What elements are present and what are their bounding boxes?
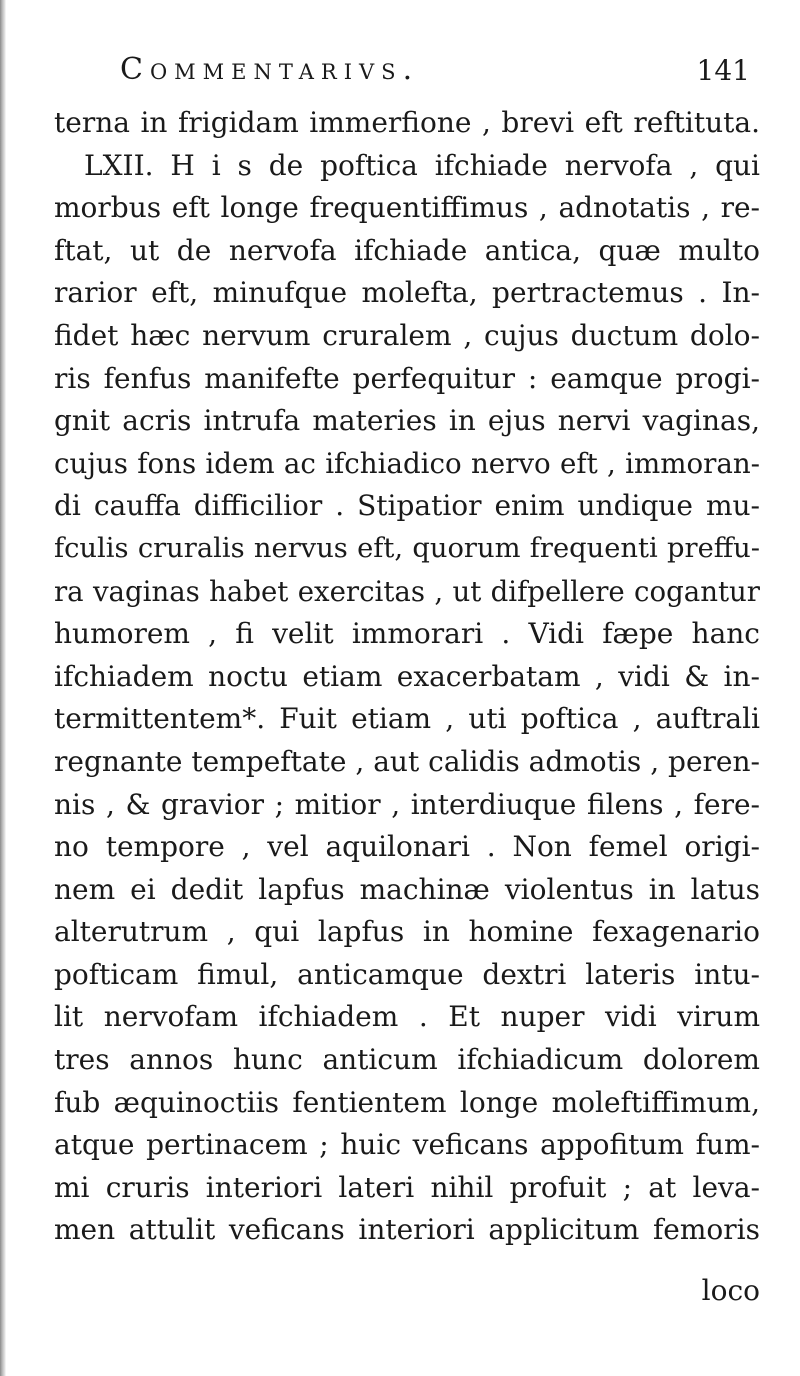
text-line: mi cruris interiori lateri nihil profuit ; at leva- <box>54 1170 760 1204</box>
text-line: terna in frigidam immerfione , brevi eft reftituta. <box>54 106 760 139</box>
text-line: tres annos hunc anticum ifchiadicum dolorem <box>54 1043 760 1077</box>
page-number: 141 <box>696 54 750 87</box>
running-head <box>120 52 750 92</box>
text-line: di cauffa difficilior . Stipatior enim undique mu- <box>54 489 760 523</box>
text-line: pofticam fimul, anticamque dextri lateris intu- <box>54 957 760 991</box>
text-line: alterutrum , qui lapfus in homine fexagenario <box>54 915 760 949</box>
text-line: termittentem*. Fuit etiam , uti poftica , auftrali <box>54 702 760 736</box>
body-text <box>54 102 760 1252</box>
text-line: ftat, ut de nervofa ifchiade antica, quæ multo <box>54 233 760 267</box>
text-line: ifchiadem noctu etiam exacerbatam , vidi & in- <box>54 659 760 693</box>
text-line: fidet hæc nervum cruralem , cujus ductum dolo- <box>54 318 760 352</box>
text-line: humorem , fi velit immorari . Vidi fæpe hanc <box>54 617 760 651</box>
running-title: Commentarivs. <box>120 52 420 87</box>
text-line: cujus fons idem ac ifchiadico nervo eft , immoran- <box>54 446 760 480</box>
text-line: no tempore , vel aquilonari . Non femel origi- <box>54 830 760 864</box>
text-line: ra vaginas habet exercitas , ut difpellere cogantur <box>54 574 760 608</box>
text-line: ris fenfus manifefte perfequitur : eamque progi- <box>54 361 760 395</box>
text-line: nem ei dedit lapfus machinæ violentus in latus <box>54 872 760 906</box>
text-line: regnante tempeftate , aut calidis admotis , peren- <box>54 744 760 778</box>
text-line: lit nervofam ifchiadem . Et nuper vidi virum <box>54 1000 760 1034</box>
text-line: fculis cruralis nervus eft, quorum frequenti preffu- <box>54 532 760 564</box>
text-line: atque pertinacem ; huic veficans appofitum fum- <box>54 1128 760 1162</box>
text-line: fub æquinoctiis fentientem longe moleftiffimum, <box>54 1085 760 1119</box>
text-line: men attulit veficans interiori applicitum femoris <box>54 1213 760 1247</box>
catchword: loco <box>701 1274 760 1307</box>
page-gutter-shadow <box>0 0 6 1376</box>
text-line: nis , & gravior ; mitior , interdiuque filens , fere- <box>54 787 760 821</box>
text-line: gnit acris intrufa materies in ejus nervi vaginas, <box>54 404 760 438</box>
text-line: rarior eft, minufque molefta, pertractemus . In- <box>54 276 760 310</box>
text-line: LXII. H i s de poftica ifchiade nervofa , qui <box>84 148 760 182</box>
text-line: morbus eft longe frequentiffimus , adnotatis , re- <box>54 191 760 225</box>
